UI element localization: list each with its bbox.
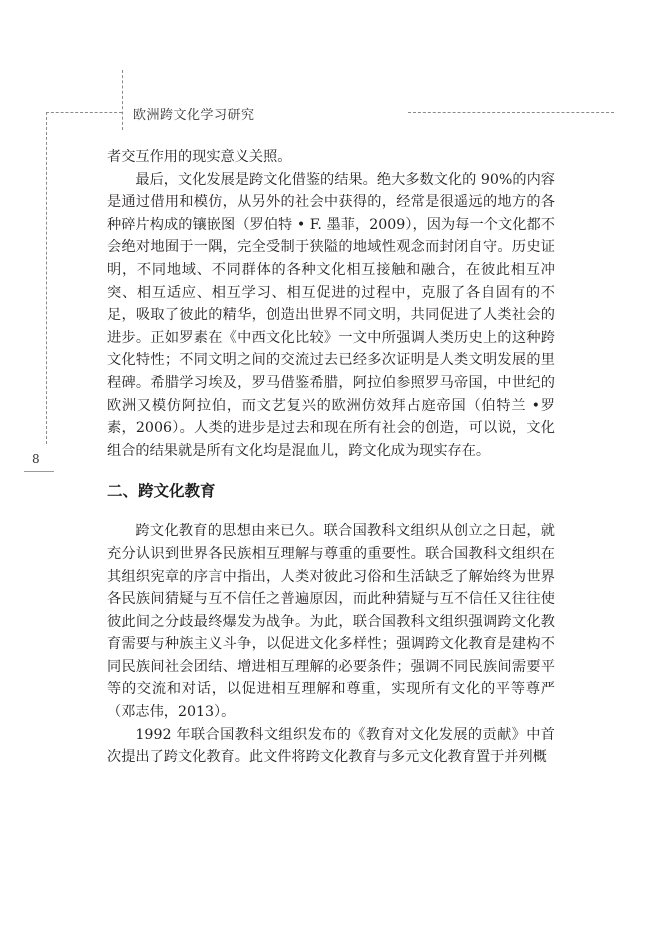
paragraph-continuation: 者交互作用的现实意义关照。 (107, 149, 292, 165)
header-left-dashed-rule (46, 112, 122, 113)
section-heading: 二、跨文化教育 (107, 482, 216, 501)
header-right-dashed-rule (408, 112, 614, 113)
header-vertical-dashed-rule (122, 70, 123, 130)
paragraph-intercultural-education: 跨文化教育的思想由来已久。联合国教科文组织从创立之日起，就充分认识到世界各民族相互理解与尊重的重要性。联合国教科文组织在其组织宪章的序言中指出，人类对彼此习俗和生活缺乏了解始终为世界各民族间猜疑与互不信任之普遍原因，而此种猜疑与互不信任又往往使彼此间之分歧最终爆发为战争。为此，联合国教科文组织强调跨文化教育需要与种族主义斗争，以促进文化多样性；强调跨文化教育是建构不同民族间社会团结、增进相互理解的必要条件；强调不同民族间需要平等的交流和对话，以促进相互理解和尊重，实现所有文化的平等尊严（邓志伟，2013）。 (107, 523, 555, 721)
body-text (107, 146, 555, 769)
running-head: 欧洲跨文化学习研究 (133, 108, 255, 123)
page-number: 8 (32, 452, 40, 466)
margin-vertical-dashed-rule (46, 112, 47, 444)
page-number-rule (24, 471, 54, 472)
paragraph-cultural-borrowing: 最后，文化发展是跨文化借鉴的结果。绝大多数文化的 90%的内容是通过借用和模仿，从另外的社会中获得的，经常是很遥远的地方的各种碎片构成的镶嵌图（罗伯特 • F. 墨菲，2009），因为每一个文化都不会绝对地囿于一隅，完全受制于狭隘的地域性观念而封闭自守。历史证明，不同地域、不同群体的各种文化相互接触和融合，在彼此相互冲突、相互适应、相互学习、相互促进的过程中，克服了各自固有的不足，吸取了彼此的精华，创造出世界不同文明，共同促进了人类社会的进步。正如罗素在《中西文化比较》一文中所强调人类历史上的这种跨文化特性；不同文明之间的交流过去已经多次证明是人类文明发展的里程碑。希腊学习埃及，罗马借鉴希腊，阿拉伯参照罗马帝国，中世纪的欧洲又模仿阿拉伯，而文艺复兴的欧洲仿效拜占庭帝国（伯特兰 •罗素，2006）。人类的进步是过去和现在所有社会的创造，可以说，文化组合的结果就是所有文化均是混血儿，跨文化成为现实存在。 (107, 171, 555, 459)
paragraph-1992-unesco: 1992 年联合国教科文组织发布的《教育对文化发展的贡献》中首次提出了跨文化教育。此文件将跨文化教育与多元文化教育置于并列概 (107, 726, 555, 766)
